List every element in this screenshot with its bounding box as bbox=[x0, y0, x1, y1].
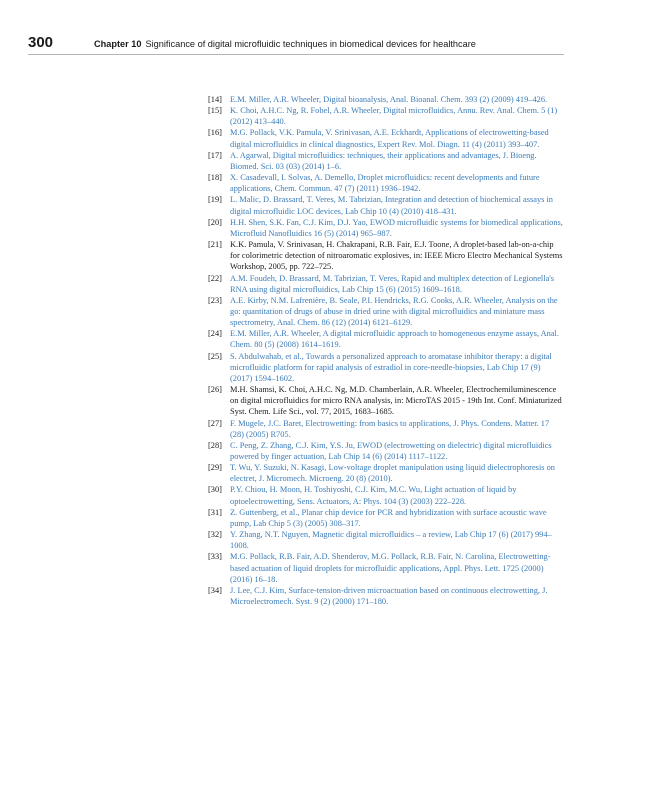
reference-item bbox=[208, 217, 564, 239]
reference-number: [21] bbox=[208, 240, 222, 250]
reference-item bbox=[208, 150, 564, 172]
reference-link[interactable]: Y. Zhang, N.T. Nguyen, Magnetic digital microfluidics – a review, Lab Chip 17 (6) (2017) 994–1008. bbox=[230, 530, 552, 551]
reference-link[interactable]: A. Agarwal, Digital microfluidics: techniques, their applications and advantages, J. Bioeng. Biomed. Sci. 03 (03) (2014) 1–6. bbox=[230, 150, 537, 171]
reference-link[interactable]: E.M. Miller, A.R. Wheeler, Digital bioanalysis, Anal. Bioanal. Chem. 393 (2) (2009) 419–426. bbox=[230, 95, 548, 104]
chapter-title: Significance of digital microfluidic techniques in biomedical devices for healthcare bbox=[145, 39, 476, 49]
reference-link[interactable]: S. Abdulwahab, et al., Towards a personalized approach to aromatase inhibitor therapy: a digital microfluidic platform for rapid analysis of estradiol in core-needle-biopsies, Lab Chip 17 (9) (2017) 1594–1602. bbox=[230, 351, 552, 383]
reference-link[interactable]: L. Malic, D. Brassard, T. Veres, M. Tabrizian, Integration and detection of biochemical assays in digital microfluidic LOC devices, Lab Chip 10 (4) (2010) 418–431. bbox=[230, 195, 553, 216]
reference-number: [31] bbox=[208, 507, 222, 517]
reference-number: [32] bbox=[208, 530, 222, 540]
reference-item bbox=[208, 194, 564, 216]
reference-link[interactable]: Z. Guttenberg, et al., Planar chip device for PCR and hybridization with surface acoustic wave pump, Lab Chip 5 (3) (2005) 308–317. bbox=[230, 507, 547, 528]
reference-number: [22] bbox=[208, 273, 222, 283]
reference-item bbox=[208, 127, 564, 149]
reference-item bbox=[208, 295, 564, 328]
reference-number: [19] bbox=[208, 195, 222, 205]
chapter-label: Chapter 10 bbox=[94, 39, 142, 49]
reference-number: [24] bbox=[208, 329, 222, 339]
reference-number: [29] bbox=[208, 463, 222, 473]
reference-item bbox=[208, 273, 564, 295]
reference-link[interactable]: M.G. Pollack, V.K. Pamula, V. Srinivasan, A.E. Eckhardt, Applications of electrowetting-based digital microfluidics in clinical diagnostics, Expert Rev. Mol. Diagn. 11 (4) (2011) 393–407. bbox=[230, 128, 549, 149]
reference-link[interactable]: E.M. Miller, A.R. Wheeler, A digital microfluidic approach to homogeneous enzyme assays, Anal. Chem. 80 (5) (2008) 1614–1619. bbox=[230, 329, 559, 350]
reference-text: M.H. Shamsi, K. Choi, A.H.C. Ng, M.D. Chamberlain, A.R. Wheeler, Electrochemiluminescence on digital microfluidics for micro RNA analysis, in: MicroTAS 2015 - 19th Int. Conf. Miniaturized Syst. Chem. Life Sci., vol. 77, 2015, 1683–1685. bbox=[230, 385, 562, 417]
reference-text: K.K. Pamula, V. Srinivasan, H. Chakrapani, R.B. Fair, E.J. Toone, A droplet-based lab-on-a-chip for colorimetric detection of nitroaromatic explosives, in: IEEE Micro Electro Mechanical Systems Workshop, 2005, pp. 722–725. bbox=[230, 240, 563, 272]
reference-item bbox=[208, 440, 564, 462]
reference-number: [25] bbox=[208, 351, 222, 361]
reference-item bbox=[208, 105, 564, 127]
reference-link[interactable]: M.G. Pollack, R.B. Fair, A.D. Shenderov, M.G. Pollack, R.B. Fair, N. Carolina, Electrowetting-based actuation of liquid droplets for microfluidic applications, Appl. Phys. Lett. 1725 (2000) (2016) 16–18. bbox=[230, 552, 551, 584]
reference-number: [16] bbox=[208, 128, 222, 138]
reference-link[interactable]: P.Y. Chiou, H. Moon, H. Toshiyoshi, C.J. Kim, M.C. Wu, Light actuation of liquid by optoelectrowetting, Sens. Actuators, A: Phys. 104 (3) (2003) 222–228. bbox=[230, 485, 517, 506]
reference-list bbox=[208, 94, 564, 607]
reference-link[interactable]: C. Peng, Z. Zhang, C.J. Kim, Y.S. Ju, EWOD (electrowetting on dielectric) digital microfluidics powered by finger actuation, Lab Chip 14 (6) (2014) 1117–1122. bbox=[230, 440, 552, 461]
reference-number: [14] bbox=[208, 95, 222, 104]
reference-number: [23] bbox=[208, 295, 222, 305]
reference-item bbox=[208, 529, 564, 551]
reference-item bbox=[208, 462, 564, 484]
reference-number: [20] bbox=[208, 217, 222, 227]
reference-number: [28] bbox=[208, 440, 222, 450]
reference-number: [30] bbox=[208, 485, 222, 495]
reference-number: [27] bbox=[208, 418, 222, 428]
reference-item bbox=[208, 239, 564, 272]
reference-link[interactable]: H.H. Shen, S.K. Fan, C.J. Kim, D.J. Yao, EWOD microfluidic systems for biomedical applications, Microfluid Nanofluidics 16 (5) (2014) 965–987. bbox=[230, 217, 563, 238]
reference-link[interactable]: F. Mugele, J.C. Baret, Electrowetting: from basics to applications, J. Phys. Condens. Matter. 17 (28) (2005) R705. bbox=[230, 418, 550, 439]
reference-number: [17] bbox=[208, 150, 222, 160]
reference-item bbox=[208, 94, 564, 105]
reference-item bbox=[208, 172, 564, 194]
reference-item bbox=[208, 551, 564, 584]
reference-item bbox=[208, 384, 564, 417]
reference-link[interactable]: A.M. Foudeh, D. Brassard, M. Tabrizian, T. Veres, Rapid and multiplex detection of Legionella's RNA using digital microfluidics, Lab Chip 15 (6) (2015) 1609–1618. bbox=[230, 273, 555, 294]
reference-link[interactable]: T. Wu, Y. Suzuki, N. Kasagi, Low-voltage droplet manipulation using liquid dielectrophoresis on electret, J. Micromech. Microeng. 20 (8) (2010). bbox=[230, 463, 555, 484]
page-header bbox=[28, 34, 564, 55]
reference-item bbox=[208, 507, 564, 529]
reference-link[interactable]: X. Casadevall, I. Solvas, A. Demello, Droplet microfluidics: recent developments and future applications, Chem. Commun. 47 (7) (2011) 1936–1942. bbox=[230, 173, 540, 194]
page-number: 300 bbox=[28, 34, 54, 51]
running-head bbox=[94, 37, 476, 51]
reference-number: [18] bbox=[208, 173, 222, 183]
reference-link[interactable]: J. Lee, C.J. Kim, Surface-tension-driven microactuation based on continuous electrowetting, J. Microelectromech. Syst. 9 (2) (2000) 171–180. bbox=[230, 585, 548, 607]
reference-link[interactable]: A.E. Kirby, N.M. Lafrenière, B. Seale, P.I. Hendricks, R.G. Cooks, A.R. Wheeler, Analysis on the go: quantitation of drugs of abuse in dried urine with digital microfluidics and miniature mass spectrometry, Anal. Chem. 86 (12) (2014) 6121–6129. bbox=[230, 295, 558, 328]
reference-item bbox=[208, 484, 564, 506]
reference-number: [34] bbox=[208, 585, 222, 595]
reference-item bbox=[208, 585, 564, 607]
reference-item bbox=[208, 328, 564, 350]
reference-item bbox=[208, 351, 564, 384]
reference-link[interactable]: K. Choi, A.H.C. Ng, R. Fobel, A.R. Wheeler, Digital microfluidics, Annu. Rev. Anal. Chem. 5 (1) (2012) 413–440. bbox=[230, 106, 558, 127]
reference-number: [15] bbox=[208, 106, 222, 116]
reference-number: [33] bbox=[208, 552, 222, 562]
reference-number: [26] bbox=[208, 385, 222, 395]
reference-item bbox=[208, 418, 564, 440]
